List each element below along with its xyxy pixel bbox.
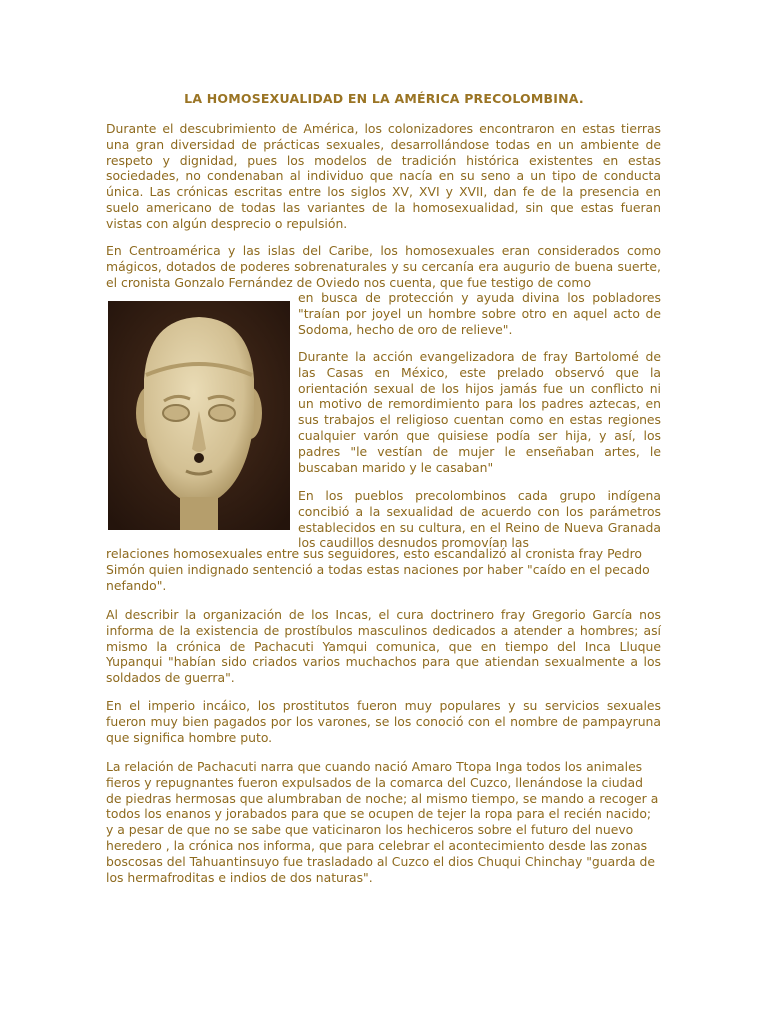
paragraph-intro: Durante el descubrimiento de América, los colonizadores encontraron en estas tierras una gran diversidad de prácticas sexuales, desarrollándose todas en un ambiente de respeto y dignidad, pues los modelos de tradición histórica existentes en estas sociedades, no condenaban al individuo que nacía en su seno a un tipo de conducta única. Las crónicas escritas entre los siglos XV, XVI y XVII, dan fe de la presencia en suelo americano de todas las variantes de la homosexualidad, sin que estas fueran vistas con algún desprecio o repulsión.	[106, 121, 661, 231]
paragraph-pachacuti: La relación de Pachacuti narra que cuando nació Amaro Ttopa Inga todos los animales fieros y repugnantes fueron expulsados de la comarca del Cuzco, llenándose la ciudad de piedras hermosas que alumbraban de noche; al mismo tiempo, se mando a recoger a todos los enanos y jorabados para que se ocupen de tejer la ropa para el recién nacido; y a pesar de que no se sabe que vaticinaron los hechiceros sobre el futuro del nuevo heredero , la crónica nos informa, que para celebrar el acontecimiento desde las zonas boscosas del Tahuantinsuyo fue trasladado al Cuzco el dios Chuqui Chinchay "guarda de los hermafroditas e indios de dos naturas".	[106, 759, 659, 885]
clay-head-sculpture-image	[108, 301, 290, 530]
paragraph-imperio-incaico: En el imperio incáico, los prostitutos fueron muy populares y su servicios sexuales fueron muy bien pagados por los varones, se los conoció con el nombre de pampayruna que significa hombre puto.	[106, 698, 661, 745]
paragraph-centroamerica: En Centroamérica y las islas del Caribe, los homosexuales eran considerados como mágicos, dotados de poderes sobrenaturales y su cercanía era augurio de buena suerte, el cronista Gonzalo Fernández de Oviedo nos cuenta, que fue testigo de como	[106, 243, 661, 290]
paragraph-incas: Al describir la organización de los Incas, el cura doctrinero fray Gregorio García nos informa de la existencia de prostíbulos masculinos dedicados a atender a hombres; así mismo la crónica de Pachacuti Yamqui comunica, que en tiempo del Inca Lluque Yupanqui "habían sido criados varios muchachos para que atiendan sexualmente a los soldados de guerra".	[106, 607, 661, 686]
paragraph-nueva-granada-continued: relaciones homosexuales entre sus seguidores, esto escandalizó al cronista fray Pedro Simón quien indignado sentenció a todas estas naciones por haber "caído en el pecado nefando".	[106, 546, 650, 593]
paragraph-oviedo-continued: en busca de protección y ayuda divina los pobladores "traían por joyel un hombre sobre otro en aquel acto de Sodoma, hecho de oro de relieve".	[298, 290, 661, 337]
paragraph-nueva-granada: En los pueblos precolombinos cada grupo indígena concibió a la sexualidad de acuerdo con los parámetros establecidos en su cultura, en el Reino de Nueva Granada los caudillos desnudos promovían las	[298, 488, 661, 551]
page-title: LA HOMOSEXUALIDAD EN LA AMÉRICA PRECOLOMBINA.	[184, 91, 584, 106]
paragraph-las-casas: Durante la acción evangelizadora de fray Bartolomé de las Casas en México, este prelado observó que la orientación sexual de los hijos jamás fue un conflicto ni un motivo de remordimiento para los padres aztecas, en sus trabajos el religioso cuentan como en estas regiones cualquier varón que quisiese podía ser hija, y así, los padres "le vestían de mujer le enseñaban artes, le buscaban marido y le casaban"	[298, 349, 661, 475]
